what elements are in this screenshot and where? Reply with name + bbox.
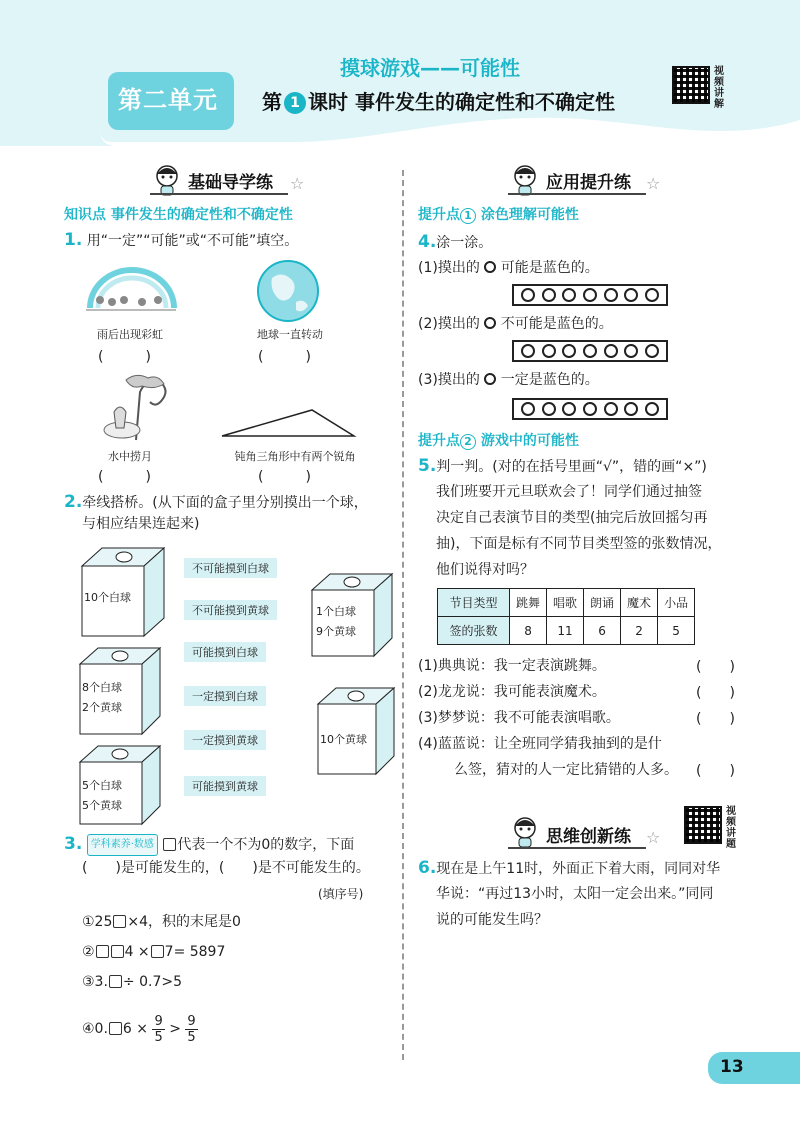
mascot-icon (150, 162, 184, 196)
frac-den-2: 5 (187, 1029, 196, 1045)
moon-in-water-picture (96, 372, 172, 442)
box-2-line1: 1个白球 (316, 605, 356, 618)
q5-answer-4[interactable]: ( ) (696, 763, 735, 779)
ball-icon[interactable] (542, 344, 556, 358)
improve-point-2 (418, 430, 579, 450)
ball-icon[interactable] (604, 288, 618, 302)
box-4-line1: 10个黄球 (320, 733, 367, 746)
ball-icon[interactable] (583, 288, 597, 302)
q1-caption-2: 地球一直转动 (257, 328, 323, 341)
result-chip-6[interactable]: 可能摸到黄球 (184, 776, 266, 796)
q3-item4-gt: > (169, 1021, 181, 1037)
box-5-line2: 5个黄球 (82, 799, 122, 812)
ball-icon[interactable] (521, 402, 535, 416)
kp1-num: 1 (460, 208, 476, 224)
q5-statement-4a: (4)蓝蓝说：让全班同学猜我抽到的是什 (418, 736, 662, 752)
q4-item1-prefix: (1)摸出的 (418, 260, 480, 276)
section-underline (508, 193, 646, 195)
ball-icon[interactable] (521, 344, 535, 358)
ball-icon (484, 317, 496, 329)
fraction-1 (152, 1014, 164, 1045)
obtuse-triangle-picture (218, 408, 358, 440)
kp1-text: 涂色理解可能性 (480, 207, 579, 223)
ball-icon (484, 261, 496, 273)
box-5-line1: 5个白球 (82, 779, 122, 792)
q3-number: 3. (64, 834, 83, 854)
q5-para-2: 决定自己表演节目的类型(抽完后放回摇匀再 (436, 510, 708, 526)
digit-square-icon (109, 975, 122, 988)
result-chip-2[interactable]: 不可能摸到黄球 (184, 600, 277, 620)
digit-square-icon (163, 838, 176, 851)
q1-answer-4[interactable]: ( ) (258, 469, 311, 485)
improve-point-1 (418, 204, 579, 224)
q5-statement-3: (3)梦梦说：我不可能表演唱歌。 (418, 710, 620, 726)
q5-para-3: 抽)，下面是标有不同节目类型签的张数情况， (436, 536, 722, 552)
q3-item-1 (82, 912, 241, 932)
result-chip-4[interactable]: 一定摸到白球 (184, 686, 266, 706)
star-icon: ☆ (290, 174, 305, 193)
table-cell: 8 (510, 617, 547, 645)
q1-caption-1: 雨后出现彩虹 (97, 328, 163, 341)
q3-item1-label: ①25 (82, 914, 113, 930)
question-3 (64, 834, 354, 856)
digit-square-icon (111, 945, 124, 958)
q6-line-3: 说的可能发生吗？ (436, 912, 548, 928)
q2-number: 2. (64, 492, 83, 512)
box-3-line1: 8个白球 (82, 681, 122, 694)
q2-text-2: 与相应结果连起来) (82, 516, 200, 532)
q2-text-1: 牵线搭桥。(从下面的盒子里分别摸出一个球， (82, 495, 368, 511)
unit-title: 摸球游戏——可能性 (340, 56, 520, 80)
q3-item2-label: ② (82, 944, 95, 960)
q4-number: 4. (418, 232, 437, 252)
q4-item2-suffix: 不可能是蓝色的。 (500, 316, 613, 332)
mascot-icon (508, 814, 542, 848)
page-number-tab (708, 1052, 800, 1084)
section-heading-basic: 基础导学练 (188, 173, 273, 193)
ball-row-3[interactable] (512, 398, 668, 420)
ball-icon[interactable] (645, 402, 659, 416)
q4-item-2 (418, 314, 613, 334)
q5-statement-2: (2)龙龙说：我可能表演魔术。 (418, 684, 606, 700)
digit-square-icon (151, 945, 164, 958)
result-chip-3[interactable]: 可能摸到白球 (184, 642, 266, 662)
ball-icon[interactable] (562, 402, 576, 416)
q3-text-2[interactable]: ( )是可能发生的，( )是不可能发生的。 (82, 860, 370, 876)
q3-note: (填序号) (318, 887, 364, 901)
q5-answer-1[interactable]: ( ) (696, 659, 735, 675)
q4-item2-prefix: (2)摸出的 (418, 316, 480, 332)
ball-icon[interactable] (542, 402, 556, 416)
q1-answer-3[interactable]: ( ) (98, 469, 151, 485)
box-3-line2: 2个黄球 (82, 701, 122, 714)
question-1 (64, 230, 298, 251)
q3-item-2 (82, 942, 225, 962)
rainbow-picture (80, 258, 180, 318)
q4-item1-suffix: 可能是蓝色的。 (500, 260, 599, 276)
section-underline (150, 193, 288, 195)
kp2-text: 游戏中的可能性 (480, 433, 579, 449)
qr-code-icon[interactable] (684, 806, 722, 844)
q1-caption-3: 水中捞月 (108, 450, 152, 463)
q4-item-1 (418, 258, 599, 278)
lesson-suffix: 课时 事件发生的确定性和不确定性 (308, 90, 615, 114)
kp2-num: 2 (460, 434, 476, 450)
q1-caption-4: 钝角三角形中有两个锐角 (234, 450, 356, 463)
q3-item-3 (82, 972, 182, 992)
ball-row-2[interactable] (512, 340, 668, 362)
q5-answer-3[interactable]: ( ) (696, 711, 735, 727)
table-cell: 唱歌 (547, 589, 584, 617)
kp2-prefix: 提升点 (418, 433, 460, 449)
ball-icon[interactable] (624, 288, 638, 302)
result-chip-1[interactable]: 不可能摸到白球 (184, 558, 277, 578)
result-chip-5[interactable]: 一定摸到黄球 (184, 730, 266, 750)
digit-square-icon (96, 945, 109, 958)
q3-item1-rest: ×4，积的末尾是0 (127, 914, 241, 930)
knowledge-point: 知识点 事件发生的确定性和不确定性 (64, 207, 293, 223)
section-underline (508, 847, 646, 849)
q6-line-2: 华说：“再过13小时，太阳一定会出来。”同同 (436, 886, 714, 902)
q5-statement-1: (1)典典说：我一定表演跳舞。 (418, 658, 606, 674)
table-row (438, 589, 695, 617)
digit-square-icon (109, 1022, 122, 1035)
question-4 (418, 232, 492, 253)
q3-item-4 (82, 1012, 198, 1046)
ball-icon[interactable] (604, 344, 618, 358)
lesson-title (262, 86, 615, 115)
star-icon: ☆ (646, 174, 661, 193)
q4-item-3 (418, 370, 599, 390)
qr-label: 视频讲解 (714, 66, 724, 110)
box-2-line2: 9个黄球 (316, 625, 356, 638)
q4-item3-suffix: 一定是蓝色的。 (500, 372, 599, 388)
table-cell: 魔术 (621, 589, 658, 617)
frac-num-2: 9 (187, 1013, 196, 1029)
column-divider (402, 170, 404, 1060)
q1-text: 用“一定”“可能”或“不可能”填空。 (86, 233, 299, 249)
question-2 (64, 492, 368, 513)
question-6 (418, 858, 720, 879)
ball-icon[interactable] (562, 344, 576, 358)
q4-text: 涂一涂。 (436, 235, 493, 251)
q3-item4-label: ④0. (82, 1021, 108, 1037)
q5-answer-2[interactable]: ( ) (696, 685, 735, 701)
table-cell: 6 (584, 617, 621, 645)
qr-label-2: 视频讲题 (726, 806, 736, 850)
table-cell: 小品 (658, 589, 695, 617)
lesson-prefix: 第 (262, 90, 282, 114)
section-heading-apply: 应用提升练 (546, 173, 631, 193)
unit-label: 第二单元 (118, 86, 218, 114)
q3-item2-rest: 7= 5897 (164, 944, 226, 960)
q5-para-1: 我们班要开元旦联欢会了！同学们通过抽签 (436, 484, 702, 500)
q5-text: 判一判。(对的在括号里画“√”，错的画“×”) (436, 459, 707, 475)
q4-item3-prefix: (3)摸出的 (418, 372, 480, 388)
table-cell: 11 (547, 617, 584, 645)
ball-icon[interactable] (604, 402, 618, 416)
star-icon: ☆ (646, 828, 661, 847)
section-heading-creative: 思维创新练 (546, 827, 631, 847)
question-5 (418, 456, 707, 477)
table-row (438, 617, 695, 645)
table-cell: 跳舞 (510, 589, 547, 617)
ball-icon (484, 373, 496, 385)
ball-icon[interactable] (645, 344, 659, 358)
ball-icon[interactable] (562, 288, 576, 302)
q5-para-4: 他们说得对吗？ (436, 562, 534, 578)
mascot-icon (508, 162, 542, 196)
earth-picture (252, 258, 324, 324)
frac-num-1: 9 (154, 1013, 163, 1029)
ball-icon[interactable] (542, 288, 556, 302)
ball-icon[interactable] (624, 344, 638, 358)
frac-den-1: 5 (154, 1029, 163, 1045)
table-header: 节目类型 (438, 589, 510, 617)
digit-square-icon (113, 915, 126, 928)
table-cell: 5 (658, 617, 695, 645)
qr-code-icon[interactable] (672, 66, 710, 104)
box-1-line1: 10个白球 (84, 591, 131, 604)
q3-item4-rest: 6 × (122, 1021, 149, 1037)
q3-badge: 学科素养·数感 (87, 834, 158, 856)
ball-icon[interactable] (521, 288, 535, 302)
ball-row-1[interactable] (512, 284, 668, 306)
q1-answer-2[interactable]: ( ) (258, 349, 311, 365)
q3-item3-rest: ÷ 0.7>5 (122, 974, 183, 990)
q5-number: 5. (418, 456, 437, 476)
q3-item2-mid: 4 × (124, 944, 150, 960)
q1-number: 1. (64, 230, 83, 250)
lesson-number: 1 (284, 92, 306, 114)
ball-icon[interactable] (624, 402, 638, 416)
q3-text-1: 代表一个不为0的数字，下面 (177, 837, 355, 853)
q1-answer-1[interactable]: ( ) (98, 349, 151, 365)
q6-number: 6. (418, 858, 437, 878)
ball-icon[interactable] (583, 402, 597, 416)
program-table (437, 588, 695, 645)
fraction-2 (185, 1014, 197, 1045)
table-cell: 2 (621, 617, 658, 645)
ball-icon[interactable] (583, 344, 597, 358)
table-header: 签的张数 (438, 617, 510, 645)
q3-item3-label: ③3. (82, 974, 108, 990)
ball-icon[interactable] (645, 288, 659, 302)
q5-statement-4b: 么签，猜对的人一定比猜错的人多。 (454, 762, 678, 778)
kp1-prefix: 提升点 (418, 207, 460, 223)
table-cell: 朗诵 (584, 589, 621, 617)
page-number: 13 (720, 1057, 744, 1077)
q6-line-1: 现在是上午11时，外面正下着大雨，同同对华 (436, 861, 721, 877)
